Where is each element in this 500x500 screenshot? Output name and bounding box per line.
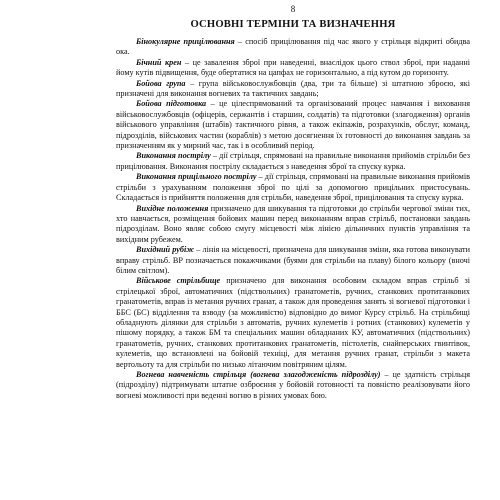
definition-term: Бойова група	[136, 78, 186, 88]
definition-term: Вихідний рубіж	[136, 245, 195, 255]
definition-text: призначено для шикування та підготовки до стрільби чергової зміни тих, хто навчається, розміщення бойових машин перед виконанням вправ стрільб, постановки завдань підрозділам. Воно являє собою смугу місцевості між лінією дільничних пунктів управління та вихідним рубежем.	[116, 203, 470, 244]
definition-term: Виконання пострілу	[136, 151, 211, 161]
definition-term: Бінокулярне прицілювання	[136, 37, 235, 46]
page-number: 8	[290, 4, 296, 14]
definition-entry	[116, 204, 470, 246]
definition-term: Бічний крен	[136, 57, 182, 67]
definition-entry	[116, 151, 470, 172]
definition-text: – це здатність стрільця (підрозділу) підтримувати штатне озброєння у бойовій готовності та повністю реалізовувати його вогневі можливості при веденні вогню в різних умовах бою.	[116, 370, 470, 400]
definition-term: Виконання прицільного пострілу	[136, 172, 257, 182]
definition-term: Бойова підготовка	[136, 99, 207, 109]
definition-entry	[116, 79, 470, 100]
definition-term: Вогнева навченість стрільця (вогнева злагодженість підрозділу)	[136, 370, 381, 379]
definition-text: – це цілеспрямований та організований процес навчання і виховання військовослужбовців (офіцерів, сержантів і старшин, солдатів) та підготовки (злагодження) органів військового управління (штабів) тактичного рівня, а також екіпажів, розрахунків, обслуг, команд, підрозділів, військових частин (кораблів) з метою досягнення їх готовності до виконання завдань за призначенням як у мирний час, так і в особливий період.	[116, 99, 470, 151]
definition-term: Військове стрільбище	[136, 276, 221, 286]
definition-text: – це завалення зброї при наведенні, внаслідок цього ствол зброї, при наданні йому кутів підвищення, буде обертатися на цапфах не горизонтально, а під кутом до горизонту.	[116, 57, 470, 78]
definition-entry	[116, 370, 470, 401]
definition-entry	[116, 245, 470, 276]
definition-text: – група військовослужбовців (два, три та більше) зі штатною зброєю, які призначені для виконання вогневих та тактичних завдань;	[116, 78, 470, 99]
page-heading: ОСНОВНІ ТЕРМІНИ ТА ВИЗНАЧЕННЯ	[190, 19, 396, 30]
definition-entry	[116, 58, 470, 79]
definition-text: – лінія на місцевості, призначена для шикування зміни, яка готова виконувати вправу стрільб. ВР позначається покажчиками (буями для стрільби на плаву) білого кольору (вночі білим світлом).	[116, 245, 471, 275]
definition-entry	[116, 99, 470, 151]
definition-entry	[116, 276, 470, 370]
definition-text: призначено для виконання особовим складом вправ стрільб зі стрілецької зброї, автоматичних (підствольних) гранатометів, ручних, станкових протитанкових гранатометів, вправ із метання ручних гранат, а також для проведення занять зі вогневої підготовки і ББС (БС) відділення та взводу (за можливістю) відповідно до вимог Курсу стрільб. На стрільбищі обладнують ділянки для стрільби з автоматів, ручних кулеметів і ротних (станкових) кулеметів у пішому порядку, а також БМ та спеціальних машин обладнаних КУ, автоматичних (підствольних) гранатометів, ручних, станкових протитанкових гранатометів, пістолетів, снайперських гвинтівок, кулеметів, що встановлені на бойовій техніці, для метання ручних гранат, стрільби з макета вертольоту та для стрільби по низько літаючим повітряним цілям.	[116, 276, 470, 369]
definition-text: – дії стрільця, спрямовані на правильне виконання прийомів стрільби без прицілювання. Виконання пострілу складається з наведення зброї та спуску курка.	[116, 151, 471, 171]
definition-entry	[116, 172, 470, 203]
definition-term: Вихідне положення	[136, 203, 209, 213]
definition-text: – спосіб прицілювання під час якого у стрільця відкриті обидва ока.	[116, 37, 470, 57]
definition-entry	[116, 37, 470, 58]
definition-text: – дії стрільця, спрямовані на правильне виконання прийомів стрільби з урахуванням положення зброї по цілі за допомогою прицільних пристосувань. Складається із прийняття положення для стрільби, наведення зброї, прицілювання та спуску курка.	[116, 172, 470, 203]
